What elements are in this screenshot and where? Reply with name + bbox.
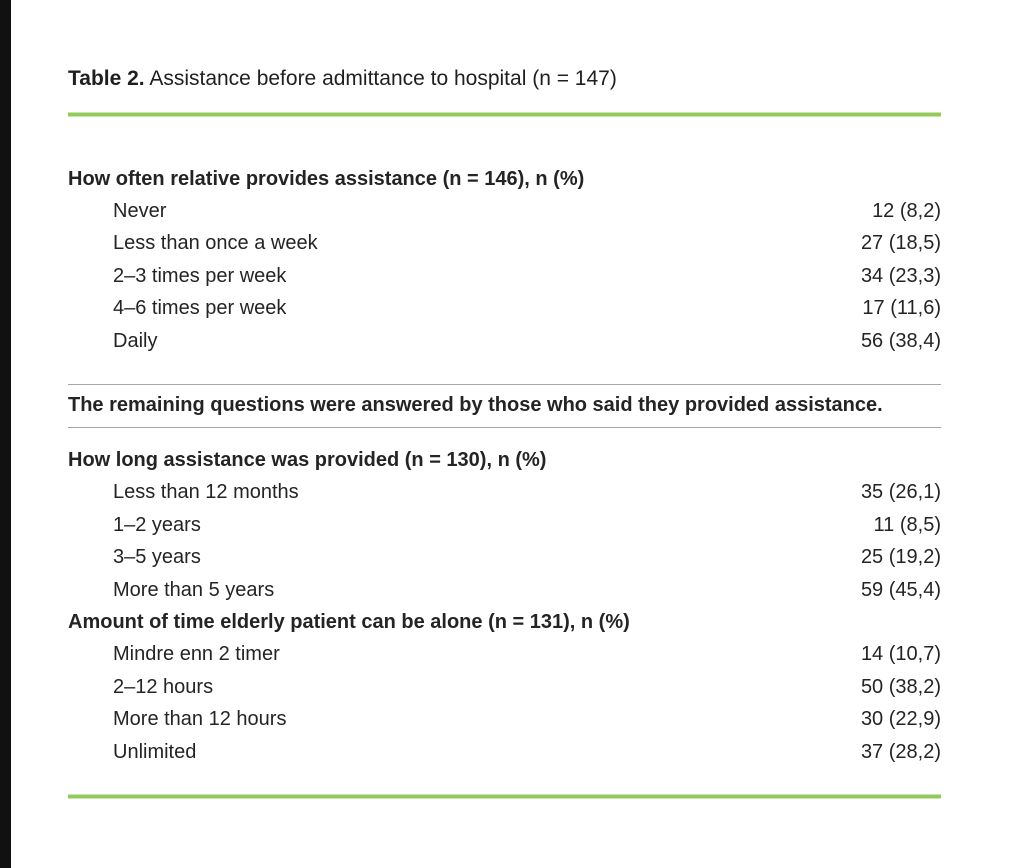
- row-value: 59 (45,4): [860, 578, 941, 601]
- row-value: 56 (38,4): [860, 329, 941, 352]
- row-label: Unlimited: [113, 740, 197, 763]
- table-row: [68, 228, 941, 260]
- row-value: 37 (28,2): [860, 740, 941, 763]
- table-row: [68, 639, 941, 671]
- bottom-green-rule: [68, 794, 941, 799]
- row-value: 35 (26,1): [860, 481, 941, 504]
- table-number-label: Table 2.: [68, 67, 145, 90]
- row-label: Daily: [113, 329, 158, 352]
- page-left-edge-bar: [0, 0, 11, 868]
- row-label: Less than once a week: [113, 232, 318, 255]
- row-label: More than 5 years: [113, 578, 275, 601]
- table-row: [68, 736, 941, 768]
- row-label: 1–2 years: [113, 513, 201, 536]
- table-row: [68, 542, 941, 574]
- table-caption: Assistance before admittance to hospital (n = 147): [144, 67, 617, 90]
- section-header-label: Amount of time elderly patient can be alone (n = 131), n (%): [68, 610, 630, 633]
- table-row: [68, 671, 941, 703]
- table-row: [68, 325, 941, 357]
- row-value: 14 (10,7): [860, 643, 941, 666]
- row-label: More than 12 hours: [113, 708, 287, 731]
- row-value: 25 (19,2): [860, 546, 941, 569]
- row-label: Never: [113, 200, 167, 223]
- section-header: [68, 163, 941, 195]
- row-value: 30 (22,9): [860, 708, 941, 731]
- table-note-text: The remaining questions were answered by those who said they provided assistance.: [68, 394, 883, 417]
- row-label: 2–12 hours: [113, 675, 214, 698]
- row-label: 4–6 times per week: [113, 297, 287, 320]
- row-value: 34 (23,3): [860, 264, 941, 287]
- table-row: [68, 509, 941, 541]
- table-row: [68, 477, 941, 509]
- table-row: [68, 195, 941, 227]
- table-container: [68, 0, 941, 799]
- section-header: [68, 444, 941, 476]
- section-how-often: [68, 117, 941, 357]
- row-label: Less than 12 months: [113, 481, 299, 504]
- row-value: 11 (8,5): [873, 513, 941, 536]
- table-note: [68, 384, 941, 428]
- table-row: [68, 703, 941, 735]
- section-header-label: How often relative provides assistance (n = 146), n (%): [68, 167, 585, 190]
- section-header-label: How long assistance was provided (n = 130), n (%): [68, 449, 547, 472]
- table-row: [68, 574, 941, 606]
- section-how-long: [68, 428, 941, 606]
- row-label: 2–3 times per week: [113, 264, 287, 287]
- table-row: [68, 260, 941, 292]
- row-value: 12 (8,2): [872, 200, 941, 223]
- table-title: [68, 0, 941, 91]
- table-row: [68, 293, 941, 325]
- row-label: 3–5 years: [113, 546, 201, 569]
- row-label: Mindre enn 2 timer: [113, 643, 280, 666]
- section-header: [68, 606, 941, 638]
- row-value: 27 (18,5): [860, 232, 941, 255]
- row-value: 50 (38,2): [860, 675, 941, 698]
- row-value: 17 (11,6): [862, 297, 941, 320]
- section-time-alone: [68, 606, 941, 768]
